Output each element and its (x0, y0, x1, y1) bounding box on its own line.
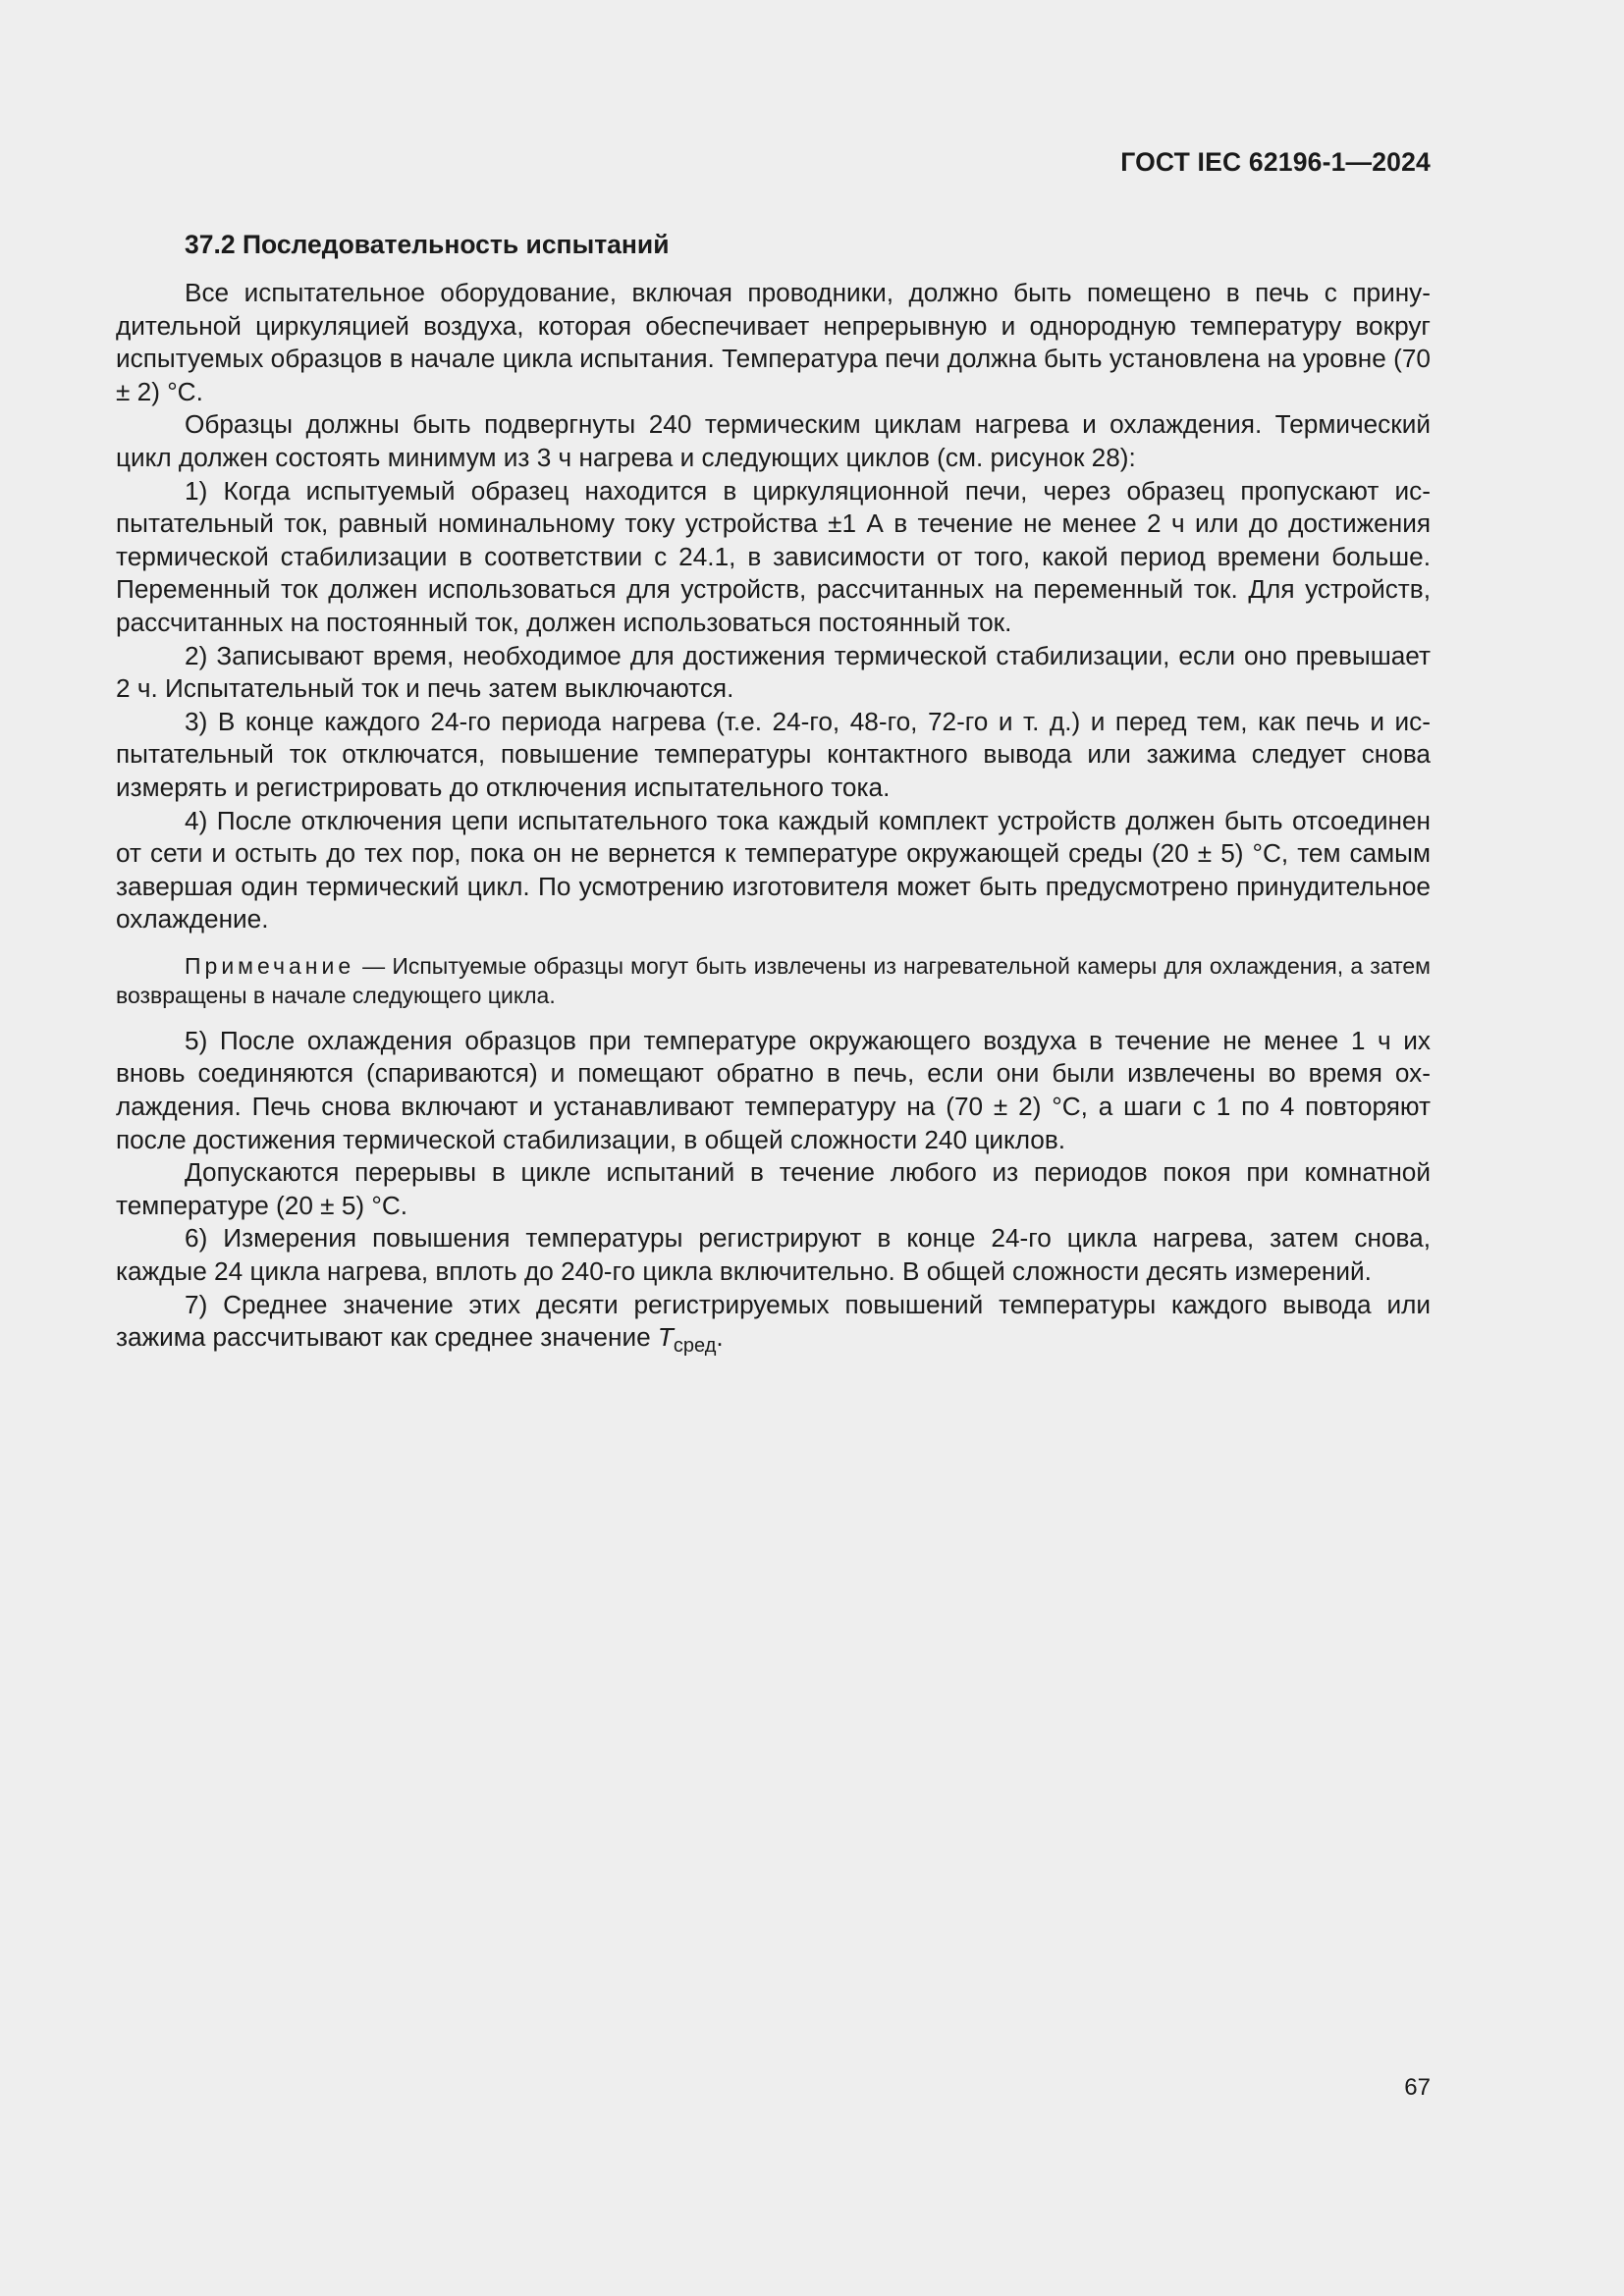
note-text: — Испытуемые образцы могут быть извлечены из нагревательной камеры для охлаждения, а затем возвращены в начале следующего цикла. (116, 952, 1431, 1008)
section-title: 37.2 Последовательность испытаний (185, 230, 670, 259)
list-item: 1) Когда испытуемый образец находится в циркуляционной печи, через образец пропускают испытательный ток, равный номинальному току устройства ±1 А в течение не менее 2 ч или до достижения термической стабилизации в соответствии с 24.1, в зависимости от того, какой период времени больше. Переменный ток должен использоваться для устройств, рассчитанных на переменный ток. Для устройств, рассчитанных на постоянный ток, должен использоваться постоянный ток. (116, 475, 1431, 637)
list-item: 3) В конце каждого 24-го периода нагрева (т.е. 24-го, 48-го, 72-го и т. д.) и перед тем, как печь и испытательный ток отключатся, повышение температуры контактного вывода или зажима следует снова измерять и регистрировать до отключения испытательного тока. (116, 706, 1431, 802)
sentence-end: . (716, 1322, 724, 1353)
document-code: ГОСТ IEC 62196-1—2024 (1120, 147, 1431, 177)
note (116, 951, 1431, 1010)
formula-subscript: сред (673, 1335, 717, 1358)
list-item: 6) Измерения повышения температуры регистрируют в конце 24-го цикла нагрева, затем снова, каждые 24 цикла нагрева, вплоть до 240-го цикла включительно. В общей сложности десять измерений. (116, 1223, 1431, 1287)
list-item: 2) Записывают время, необходимое для достижения термической стабилизации, если оно превышает 2 ч. Испытательный ток и печь затем выключаются. (116, 640, 1431, 704)
list-item: 5) После охлаждения образцов при температуре окружающего воздуха в течение не менее 1 ч их вновь соединяются (спариваются) и помещают обратно в печь, если они были извлечены во время охлаждения. Печь снова включают и устанавливают температуру на (70 ± 2) °C, а шаги с 1 по 4 повторяют после достижения термической стабилизации, в общей сложности 240 циклов. (116, 1025, 1431, 1154)
note-label: Примечание (185, 952, 355, 979)
page-content (116, 228, 1431, 1363)
list-item-text: 7) Среднее значение этих десяти регистрируемых повышений температуры каждого вывода или зажима рассчитывают как среднее значение (116, 1289, 1431, 1353)
paragraph: Образцы должны быть подвергнуты 240 термическим циклам нагрева и охлаждения. Термический цикл должен состоять минимум из 3 ч нагрева и следующих циклов (см. рисунок 28): (116, 409, 1431, 472)
list-item (116, 1289, 1431, 1363)
page-number: 67 (1404, 2074, 1431, 2101)
paragraph: Допускаются перерывы в цикле испытаний в течение любого из периодов покоя при комнатной температуре (20 ± 5) °C. (116, 1157, 1431, 1220)
paragraph: Все испытательное оборудование, включая проводники, должно быть помещено в печь с принудительной циркуляцией воздуха, которая обеспечивает непрерывную и однородную температуру вокруг испытуемых образцов в начале цикла испытания. Температура печи должна быть установлена на уровне (70 ± 2) °C. (116, 278, 1431, 406)
list-item: 4) После отключения цепи испытательного тока каждый комплект устройств должен быть отсоединен от сети и остыть до тех пор, пока он не вернется к температуре окружающей среды (20 ± 5) °C, тем самым завершая один термический цикл. По усмотрению изготовителя может быть предусмотрено принудительное охлаждение. (116, 805, 1431, 934)
formula-variable: T (657, 1322, 674, 1353)
